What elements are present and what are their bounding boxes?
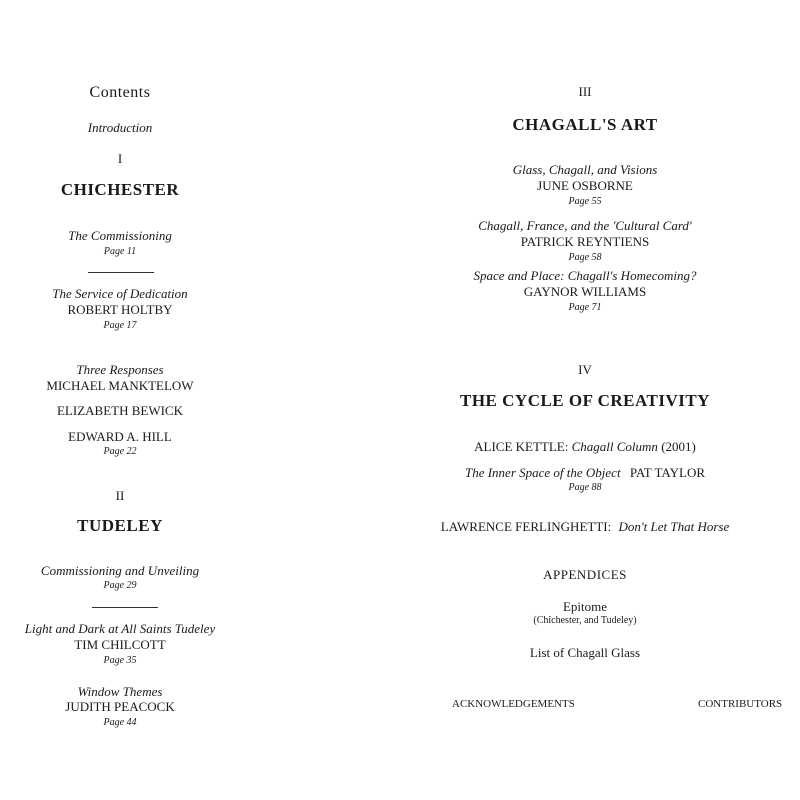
entry-author: GAYNOR WILLIAMS <box>523 284 647 299</box>
entry-page: Page 58 <box>568 252 602 263</box>
entry-page: Page 44 <box>103 717 137 728</box>
entry-author: PAT TAYLOR <box>629 465 706 480</box>
entry-page: Page 29 <box>103 580 137 591</box>
entry-author: LAWRENCE FERLINGHETTI: <box>440 519 612 534</box>
entry-title-glass: Glass, Chagall, and Visions <box>512 162 658 177</box>
entry-page: Page 55 <box>568 196 602 207</box>
section-numeral-1: I <box>117 151 123 166</box>
right-page <box>400 0 800 800</box>
entry-page: Page 71 <box>568 302 602 313</box>
entry-author: ALICE KETTLE: <box>474 439 569 454</box>
section-numeral-3: III <box>578 84 592 99</box>
entry-author: EDWARD A. HILL <box>68 429 172 444</box>
entry-author: JUNE OSBORNE <box>537 178 633 193</box>
entry-title-light: Light and Dark at All Saints Tudeley <box>24 621 216 636</box>
divider <box>88 272 154 273</box>
entry-page: Page 35 <box>103 655 137 666</box>
entry-kettle <box>385 439 785 455</box>
entry-author: TIM CHILCOTT <box>74 637 166 652</box>
entry-author: PATRICK REYNTIENS <box>520 234 650 249</box>
contents-title: Contents <box>89 84 151 101</box>
entry-title: Don't Let That Horse <box>618 519 730 534</box>
entry-title: Chagall Column <box>571 439 658 454</box>
appendix-list: List of Chagall Glass <box>529 645 641 660</box>
entry-title-france: Chagall, France, and the 'Cultural Card' <box>478 218 692 233</box>
entry-title: The Inner Space of the Object <box>464 465 621 480</box>
entry-title-space: Space and Place: Chagall's Homecoming? <box>473 268 697 283</box>
entry-page: Page 88 <box>568 482 602 493</box>
entry-page: Page 17 <box>103 320 137 331</box>
entry-inner-space <box>385 465 785 481</box>
section-heading-chagalls-art: CHAGALL'S ART <box>512 115 658 134</box>
entry-title-dedication: The Service of Dedication <box>52 286 188 301</box>
section-heading-cycle-of-creativity: THE CYCLE OF CREATIVITY <box>459 391 710 410</box>
section-numeral-2: II <box>115 488 125 503</box>
entry-author: MICHAEL MANKTELOW <box>46 378 194 393</box>
section-heading-chichester: CHICHESTER <box>60 180 180 199</box>
appendices-heading: APPENDICES <box>543 567 627 582</box>
introduction-entry: Introduction <box>87 120 153 135</box>
entry-author: ELIZABETH BEWICK <box>56 403 183 418</box>
footer-contributors: CONTRIBUTORS <box>698 698 783 710</box>
entry-year: (2001) <box>661 439 696 454</box>
entry-page: Page 11 <box>103 246 137 257</box>
section-numeral-4: IV <box>578 362 592 377</box>
entry-ferlinghetti <box>385 519 785 535</box>
entry-title-responses: Three Responses <box>76 362 164 377</box>
divider <box>92 607 158 608</box>
entry-title-themes: Window Themes <box>77 684 163 699</box>
section-heading-tudeley: TUDELEY <box>77 516 163 535</box>
entry-title-commissioning: The Commissioning <box>68 228 172 243</box>
footer-acknowledgements: ACKNOWLEDGEMENTS <box>452 698 575 710</box>
appendix-epitome-subtitle: (Chichester, and Tudeley) <box>533 615 637 626</box>
entry-page: Page 22 <box>103 446 137 457</box>
entry-author: ROBERT HOLTBY <box>67 302 173 317</box>
entry-author: JUDITH PEACOCK <box>65 699 175 714</box>
entry-title-unveiling: Commissioning and Unveiling <box>40 563 200 578</box>
appendix-epitome: Epitome <box>562 599 608 614</box>
